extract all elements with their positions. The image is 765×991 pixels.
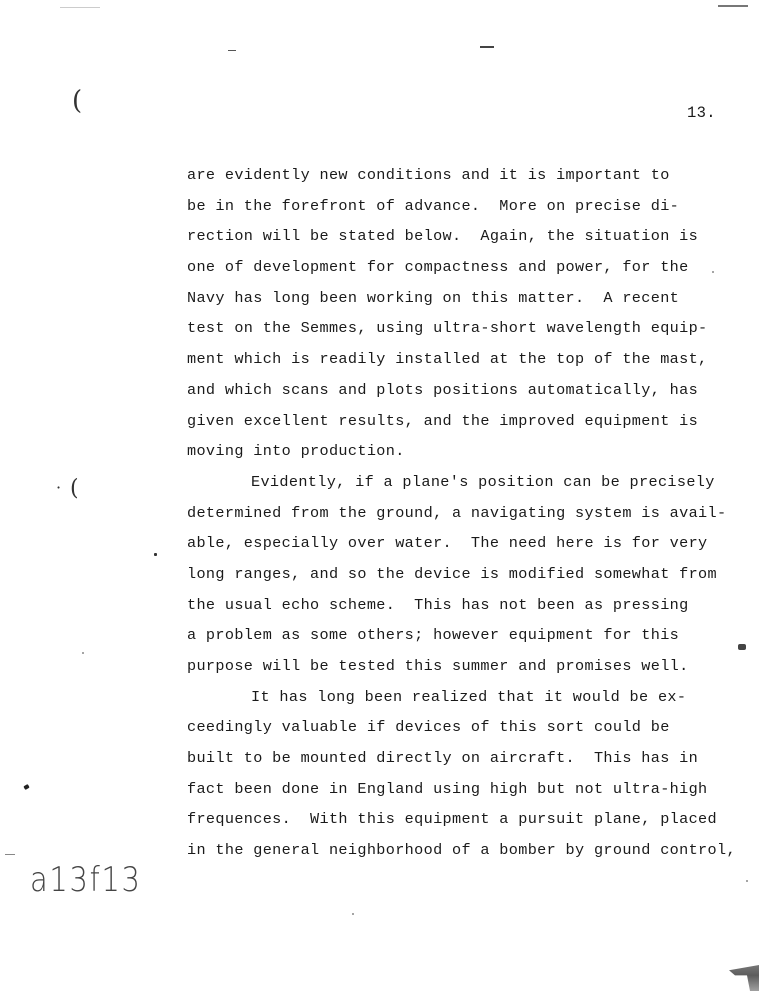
text-line: be in the forefront of advance. More on precise di- xyxy=(187,196,680,215)
scan-speck xyxy=(23,784,29,790)
text-line: and which scans and plots positions automatically, has xyxy=(187,380,699,399)
scan-speck xyxy=(352,913,354,915)
text-line: rection will be stated below. Again, the situation is xyxy=(187,227,699,246)
text-line: It has long been realized that it would be ex- xyxy=(251,687,687,706)
text-line: determined from the ground, a navigating system is avail- xyxy=(187,503,727,522)
text-line: long ranges, and so the device is modified somewhat from xyxy=(187,564,717,583)
text-line: purpose will be tested this summer and promises well. xyxy=(187,657,689,675)
scan-artifact xyxy=(5,854,15,855)
paragraph-2 xyxy=(187,467,727,682)
scan-speck xyxy=(154,553,157,556)
margin-paren-mid: ( xyxy=(70,476,79,501)
text-line: built to be mounted directly on aircraft. This has in xyxy=(187,749,699,768)
text-line: Evidently, if a plane's position can be precisely xyxy=(251,472,715,491)
text-line: frequences. With this equipment a pursuit plane, placed xyxy=(187,810,717,829)
scan-artifact xyxy=(228,50,236,51)
text-line: in the general neighborhood of a bomber by ground control, xyxy=(187,841,736,860)
text-line: moving into production. xyxy=(187,442,405,461)
paragraph-3 xyxy=(187,682,736,866)
scan-speck xyxy=(82,652,84,654)
margin-paren-top: ( xyxy=(72,86,83,116)
text-line: Navy has long been working on this matter. A recent xyxy=(187,288,680,307)
text-line: test on the Semmes, using ultra-short wavelength equip- xyxy=(187,319,708,338)
handwritten-annotation: a13f13 xyxy=(30,860,142,900)
text-line: fact been done in England using high but not ultra-high xyxy=(187,779,708,798)
text-line: a problem as some others; however equipment for this xyxy=(187,626,680,645)
text-line: given excellent results, and the improved equipment is xyxy=(187,411,699,430)
text-line: one of development for compactness and power, for the xyxy=(187,258,689,277)
paragraph-1 xyxy=(187,160,727,467)
text-line: ment which is readily installed at the top of the mast, xyxy=(187,350,708,369)
scan-artifact xyxy=(480,46,494,48)
scan-artifact xyxy=(718,5,748,7)
scan-speck xyxy=(738,644,746,650)
text-line: able, especially over water. The need here is for very xyxy=(187,534,708,553)
text-line: ceedingly valuable if devices of this sort could be xyxy=(187,718,670,737)
scan-speck xyxy=(746,880,748,882)
margin-dot-mid: · xyxy=(56,478,62,497)
document-body xyxy=(187,160,736,866)
text-line: are evidently new conditions and it is important to xyxy=(187,166,670,184)
text-line: the usual echo scheme. This has not been as pressing xyxy=(187,595,689,614)
page-number: 13. xyxy=(687,104,716,122)
scan-artifact xyxy=(60,7,100,8)
corner-scan-artifact xyxy=(729,965,759,991)
